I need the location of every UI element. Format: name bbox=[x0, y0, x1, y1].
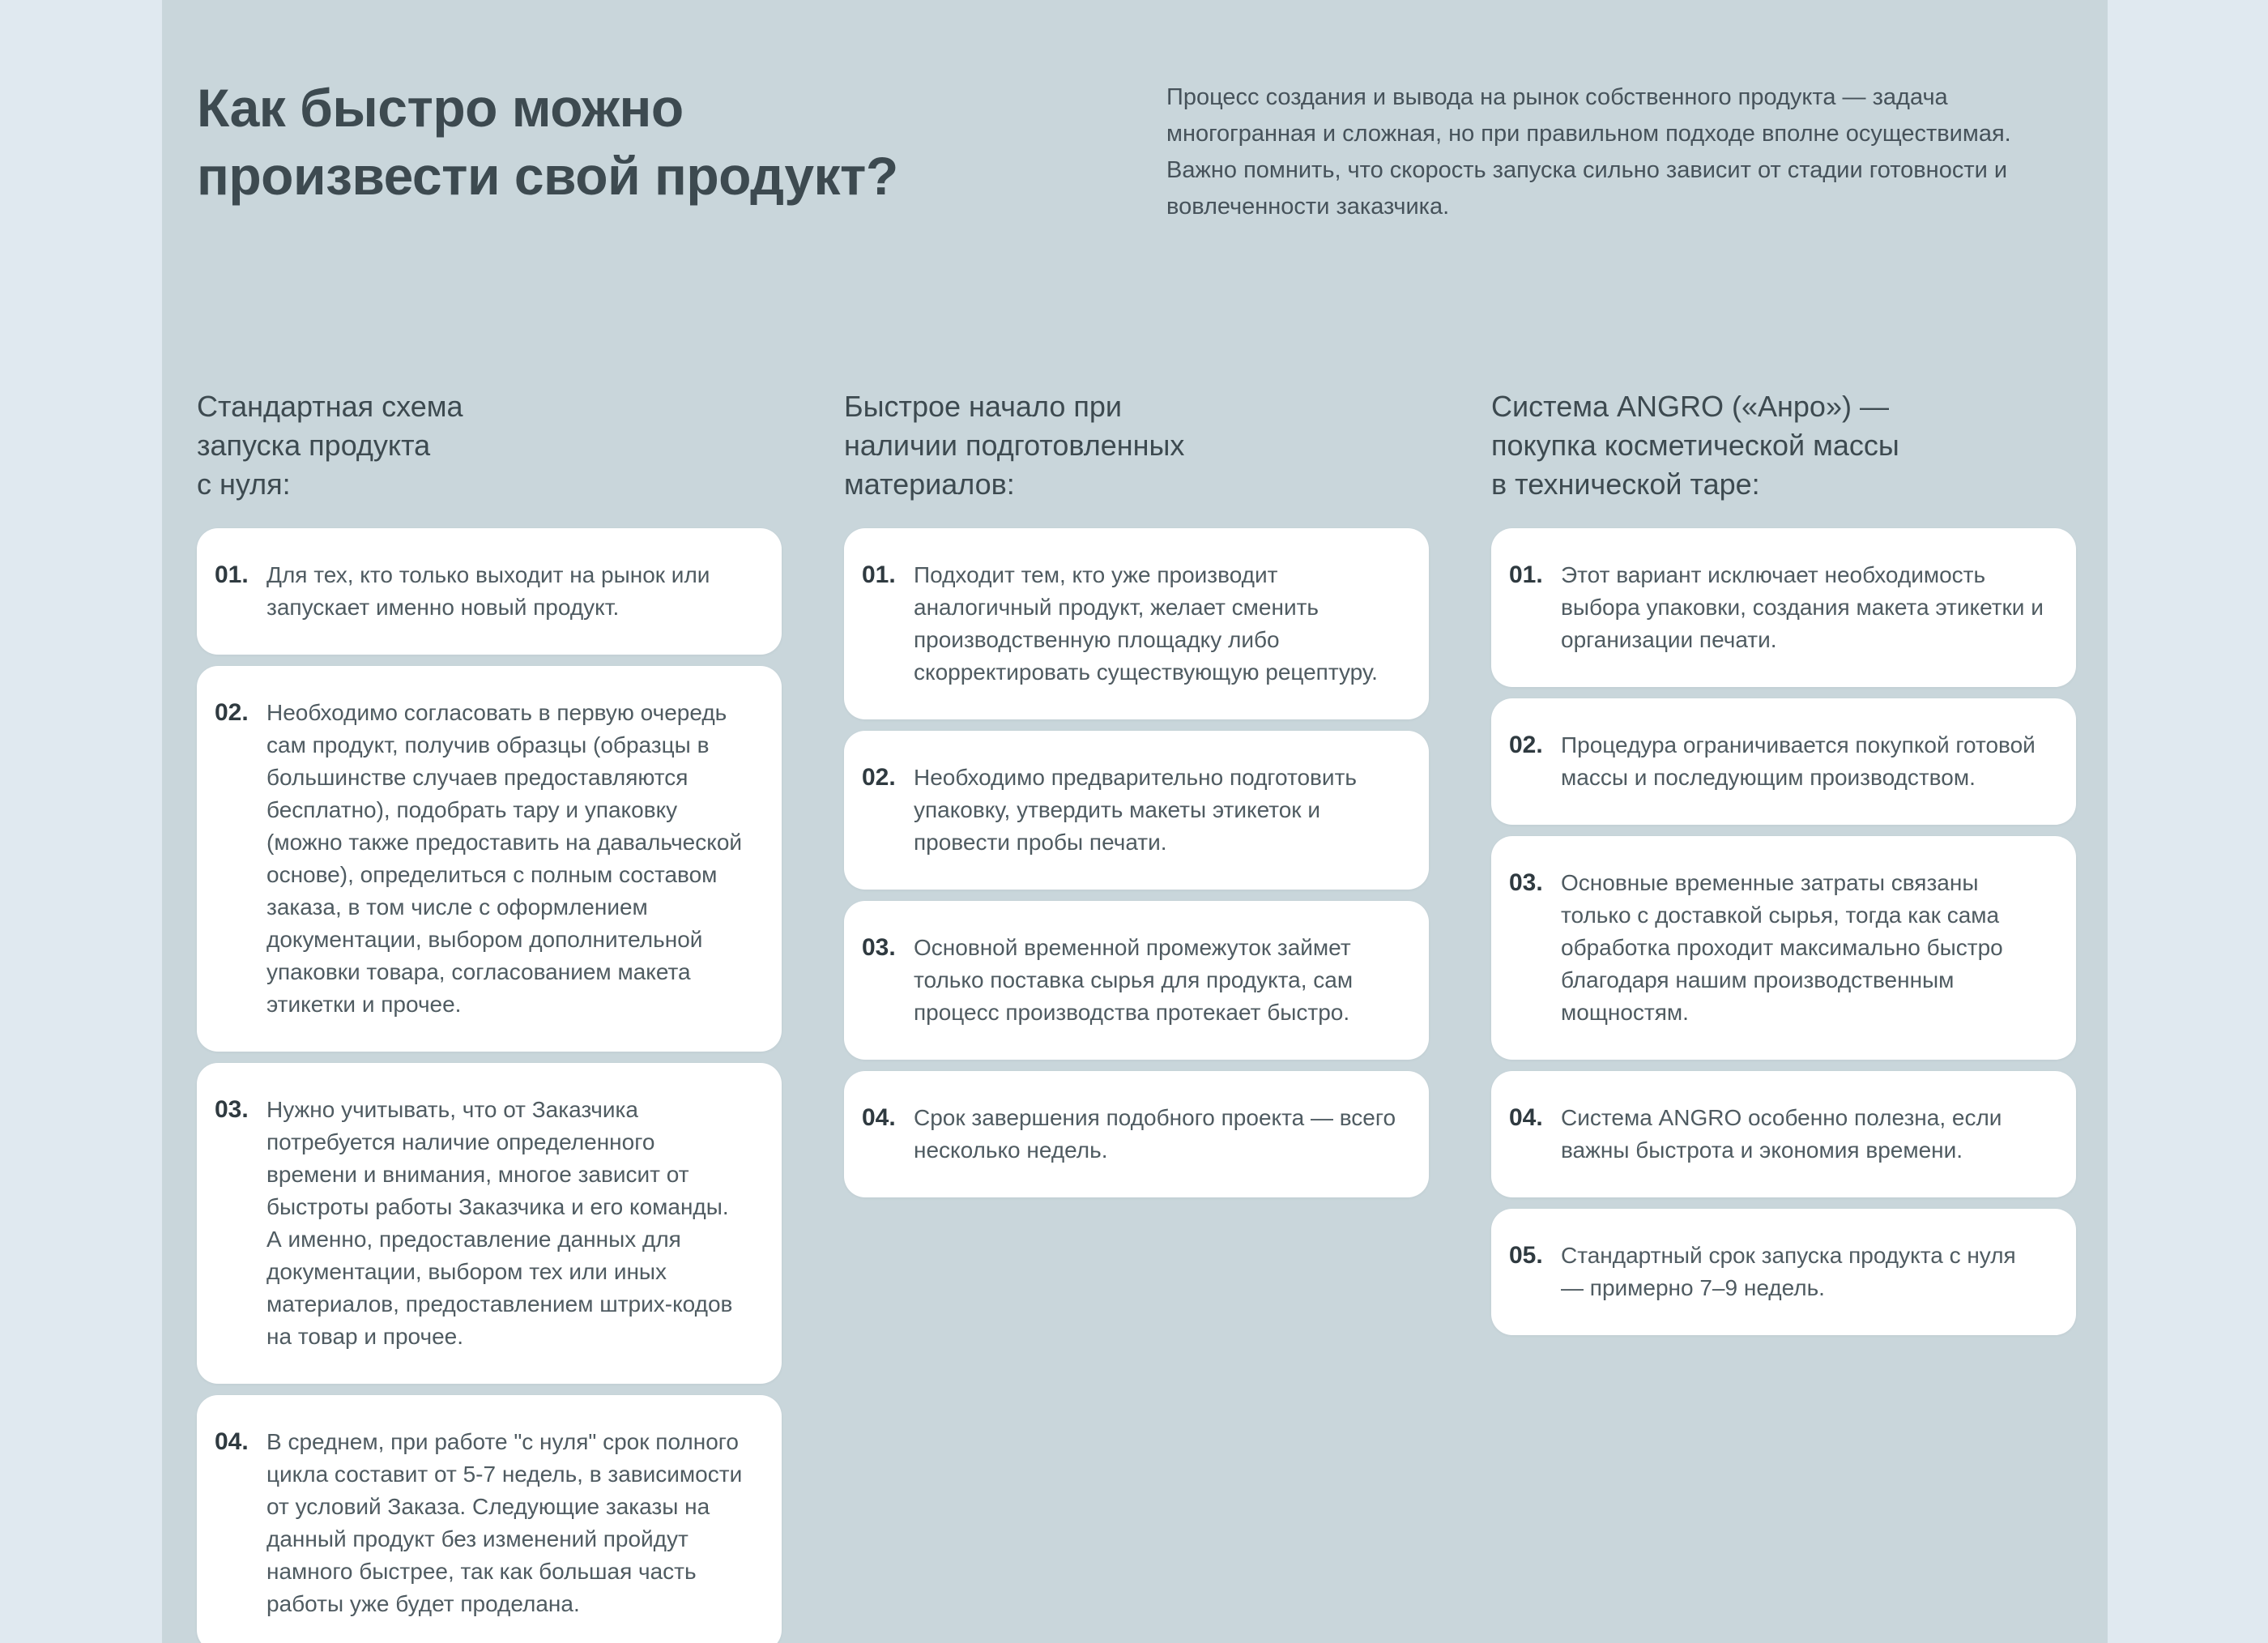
card bbox=[1491, 836, 2076, 1060]
card-number: 02. bbox=[862, 764, 896, 792]
page-title bbox=[197, 75, 898, 211]
card bbox=[197, 1063, 782, 1384]
card bbox=[844, 1071, 1429, 1197]
card-list bbox=[844, 528, 1429, 1197]
column-quick-start bbox=[844, 387, 1429, 1198]
column-standard-scheme bbox=[197, 387, 782, 1643]
column-heading-line: Быстрое начало при bbox=[844, 389, 1123, 423]
card bbox=[1491, 1209, 2076, 1335]
column-heading-line: запуска продукта bbox=[197, 428, 431, 462]
card bbox=[197, 1395, 782, 1643]
card bbox=[844, 901, 1429, 1060]
columns bbox=[197, 387, 2108, 1643]
column-heading bbox=[197, 387, 782, 505]
card bbox=[1491, 1071, 2076, 1197]
page-title-line-2: произвести свой продукт? bbox=[197, 145, 898, 206]
card-number: 03. bbox=[215, 1096, 249, 1124]
card-number: 01. bbox=[862, 561, 896, 589]
column-heading-line: с нуля: bbox=[197, 467, 291, 501]
card-text: Нужно учитывать, что от Заказчика потребуется наличие определенного времени и внимания, многое зависит от быстроты работы Заказчика и его команды. А именно, предоставление данных для документации, выбором тех или иных материалов, предоставлением штрих-кодов на товар и прочее. bbox=[266, 1097, 733, 1350]
column-heading-line: Система ANGRO («Анро») — bbox=[1491, 389, 1889, 423]
card-number: 01. bbox=[215, 561, 249, 589]
card-text: Для тех, кто только выходит на рынок или запускает именно новый продукт. bbox=[266, 562, 710, 621]
card-number: 03. bbox=[862, 934, 896, 962]
column-heading-line: наличии подготовленных bbox=[844, 428, 1185, 462]
card-number: 02. bbox=[215, 699, 249, 727]
page-title-line-1: Как быстро можно bbox=[197, 78, 684, 138]
card-list bbox=[197, 528, 782, 1643]
card-text: Стандартный срок запуска продукта с нуля — примерно 7–9 недель. bbox=[1561, 1243, 2016, 1301]
column-heading-line: материалов: bbox=[844, 467, 1015, 501]
card-number: 04. bbox=[862, 1104, 896, 1132]
card-number: 05. bbox=[1509, 1242, 1543, 1270]
column-angro-system bbox=[1491, 387, 2076, 1336]
card-text: Необходимо предварительно подготовить упаковку, утвердить макеты этикеток и провести пробы печати. bbox=[914, 765, 1357, 856]
card-text: Основной временной промежуток займет только поставка сырья для продукта, сам процесс производства протекает быстро. bbox=[914, 935, 1354, 1026]
card-text: Основные временные затраты связаны только с доставкой сырья, тогда как сама обработка проходит максимально быстро благодаря нашим производственным мощностям. bbox=[1561, 870, 2003, 1026]
card-number: 02. bbox=[1509, 732, 1543, 759]
card-number: 01. bbox=[1509, 561, 1543, 589]
card-text: Подходит тем, кто уже производит аналогичный продукт, желает сменить производственную площадку либо скорректировать существующую рецептуру. bbox=[914, 562, 1378, 685]
column-heading-line: Стандартная схема bbox=[197, 389, 463, 423]
card-text: Необходимо согласовать в первую очередь сам продукт, получив образцы (образцы в большинстве случаев предоставляются бесплатно), подобрать тару и упаковку (можно также предоставить на давальческой основе), определиться с полным составом заказа, в том числе с оформлением документации, выбором дополнительной упаковки товара, согласованием макета этикетки и прочее. bbox=[266, 700, 743, 1018]
card-text: Система ANGRO особенно полезна, если важны быстрота и экономия времени. bbox=[1561, 1105, 2002, 1163]
card-text: Этот вариант исключает необходимость выбора упаковки, создания макета этикетки и организации печати. bbox=[1561, 562, 2044, 653]
card-text: В среднем, при работе "с нуля" срок полного цикла составит от 5-7 недель, в зависимости от условий Заказа. Следующие заказы на данный продукт без изменений пройдут намного быстрее, так как большая часть работы уже будет проделана. bbox=[266, 1429, 743, 1617]
card bbox=[844, 528, 1429, 719]
column-heading bbox=[1491, 387, 2076, 505]
header-row bbox=[197, 75, 2108, 225]
card-number: 03. bbox=[1509, 869, 1543, 897]
card bbox=[844, 731, 1429, 890]
column-heading-line: покупка косметической массы bbox=[1491, 428, 1899, 462]
card-text: Процедура ограничивается покупкой готовой массы и последующим производством. bbox=[1561, 732, 2036, 791]
card-number: 04. bbox=[1509, 1104, 1543, 1132]
card bbox=[197, 528, 782, 655]
card bbox=[197, 666, 782, 1052]
column-heading bbox=[844, 387, 1429, 505]
card bbox=[1491, 528, 2076, 687]
intro-paragraph: Процесс создания и вывода на рынок собственного продукта — задача многогранная и сложная, но при правильном подходе вполне осуществимая. Важно помнить, что скорость запуска сильно зависит от стадии готовности и вовлеченности заказчика. bbox=[1166, 84, 2011, 220]
card-text: Срок завершения подобного проекта — всего несколько недель. bbox=[914, 1105, 1396, 1163]
card bbox=[1491, 698, 2076, 825]
card-list bbox=[1491, 528, 2076, 1335]
column-heading-line: в технической таре: bbox=[1491, 467, 1760, 501]
card-number: 04. bbox=[215, 1428, 249, 1456]
